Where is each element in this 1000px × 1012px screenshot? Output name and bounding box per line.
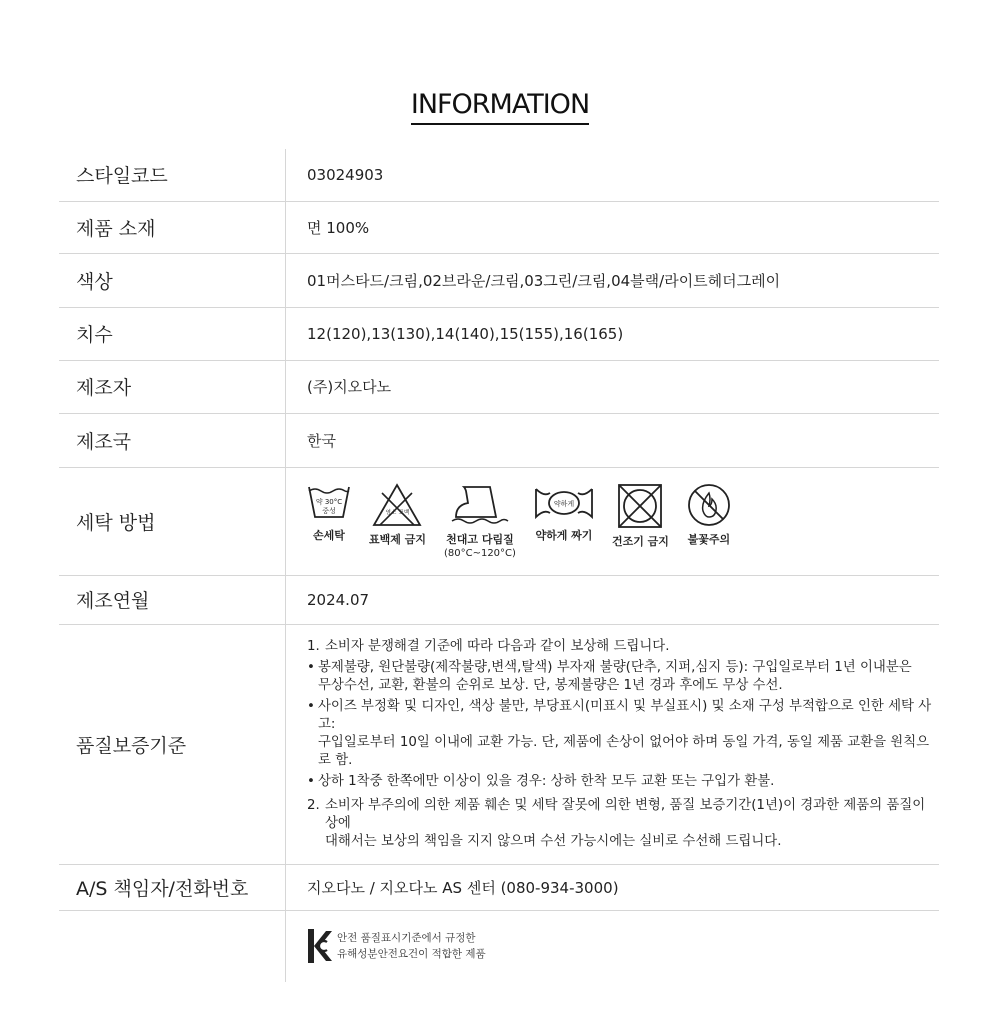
table-row <box>59 624 939 864</box>
kc-line-2: 유해성분안전요건이 적합한 제품 <box>337 948 486 961</box>
flame-warning-icon <box>687 483 731 527</box>
table-row <box>59 307 939 360</box>
no-bleach-icon <box>372 483 422 527</box>
handwash-symbol <box>307 483 351 543</box>
note-text: 사이즈 부정확 및 디자인, 색상 불만, 부당표시(미표시 및 부실표시) 및 소재 구성 부적합으로 인한 세탁 사고: <box>318 698 932 732</box>
no-tumble-symbol <box>612 483 669 549</box>
kc-cell <box>286 910 940 982</box>
wring-caption: 약하게 짜기 <box>535 529 593 542</box>
kc-line-1: 안전 품질표시기준에서 규정한 <box>337 932 476 945</box>
row-label: 제조자 <box>59 360 286 413</box>
table-row <box>59 575 939 624</box>
row-label-empty <box>59 910 286 982</box>
table-row <box>59 201 939 253</box>
list-item <box>307 638 938 656</box>
note-text: 소비자 부주의에 의한 제품 훼손 및 세탁 잘못에 의한 변형, 품질 보증기간(1년)이 경과한 제품의 품질이상에 <box>325 797 926 831</box>
iron-symbol <box>444 483 516 559</box>
bleach-chlorine: 염소 <box>386 510 397 516</box>
row-value: 2024.07 <box>286 575 940 624</box>
table-row <box>59 149 939 201</box>
iron-icon <box>450 483 510 527</box>
row-value: 한국 <box>286 413 940 467</box>
list-item <box>307 773 938 791</box>
wring-icon <box>534 483 594 523</box>
wash-icons-cell <box>286 467 940 575</box>
table-row <box>59 360 939 413</box>
row-label: 치수 <box>59 307 286 360</box>
bullet: • <box>307 698 315 714</box>
row-value: 지오다노 / 지오다노 AS 센터 (080-934-3000) <box>286 864 940 910</box>
row-label: 세탁 방법 <box>59 467 286 575</box>
note-text: 대해서는 보상의 책임을 지지 않으며 수선 가능시에는 실비로 수선해 드립니다. <box>325 833 782 849</box>
no-bleach-symbol <box>369 483 426 547</box>
bullet: • <box>307 773 315 789</box>
handwash-icon <box>307 483 351 523</box>
kc-text <box>337 930 486 962</box>
page-title: INFORMATION <box>411 88 589 125</box>
quality-notes-cell <box>286 624 940 864</box>
handwash-caption: 손세탁 <box>313 529 345 542</box>
row-label: A/S 책임자/전화번호 <box>59 864 286 910</box>
row-label: 색상 <box>59 253 286 307</box>
table-row <box>59 910 939 982</box>
handwash-detergent: 중성 <box>322 507 336 515</box>
iron-caption: 천대고 다림질 <box>446 533 514 546</box>
note-text: 봉제불량, 원단불량(제작불량,변색,탈색) 부자재 불량(단추, 지퍼,심지 등): 구입일로부터 1년 이내분은 <box>318 659 912 675</box>
list-number: 1. <box>307 638 320 654</box>
note-text: 무상수선, 교환, 환불의 순위로 보상. 단, 봉제불량은 1년 경과 후에도 무상 수선. <box>318 677 783 693</box>
product-info-table <box>59 149 939 982</box>
quality-notes <box>307 626 938 863</box>
no-bleach-caption: 표백제 금지 <box>369 533 426 546</box>
row-label: 제조국 <box>59 413 286 467</box>
row-value: 12(120),13(130),14(140),15(155),16(165) <box>286 307 940 360</box>
kc-mark-icon <box>307 928 333 964</box>
iron-temp-range: (80°C~120°C) <box>443 548 516 559</box>
wring-symbol <box>534 483 594 543</box>
note-text: 소비자 분쟁해결 기준에 따라 다음과 같이 보상해 드립니다. <box>325 638 670 654</box>
no-fire-symbol <box>687 483 731 547</box>
row-value: (주)지오다노 <box>286 360 940 413</box>
row-label: 제품 소재 <box>59 201 286 253</box>
table-row <box>59 467 939 575</box>
no-fire-caption: 불꽃주의 <box>687 533 731 546</box>
row-value: 면 100% <box>286 201 940 253</box>
list-item <box>307 659 938 695</box>
no-tumble-caption: 건조기 금지 <box>611 535 669 548</box>
row-label: 품질보증기준 <box>59 624 286 864</box>
wring-inner: 약하게 <box>553 500 575 508</box>
handwash-temp: 약 30°C <box>315 498 343 506</box>
list-item <box>307 698 938 770</box>
bullet: • <box>307 659 315 675</box>
kc-certification <box>307 928 938 964</box>
table-row <box>59 253 939 307</box>
section-title-wrap <box>0 88 1000 125</box>
row-label: 제조연월 <box>59 575 286 624</box>
row-label: 스타일코드 <box>59 149 286 201</box>
table-row <box>59 413 939 467</box>
table-row <box>59 864 939 910</box>
wash-icons <box>307 483 938 559</box>
note-text: 구입일로부터 10일 이내에 교환 가능. 단, 제품에 손상이 없어야 하며 동일 가격, 동일 제품 교환을 원칙으로 함. <box>318 734 930 768</box>
no-tumble-dry-icon <box>617 483 663 529</box>
list-number: 2. <box>307 797 320 813</box>
bleach-bleach: 표백 <box>399 510 410 516</box>
row-value: 01머스타드/크림,02브라운/크림,03그린/크림,04블랙/라이트헤더그레이 <box>286 253 940 307</box>
list-item <box>307 797 938 851</box>
note-text: 상하 1착중 한쪽에만 이상이 있을 경우: 상하 한착 모두 교환 또는 구입가 환불. <box>318 773 775 789</box>
row-value: 03024903 <box>286 149 940 201</box>
